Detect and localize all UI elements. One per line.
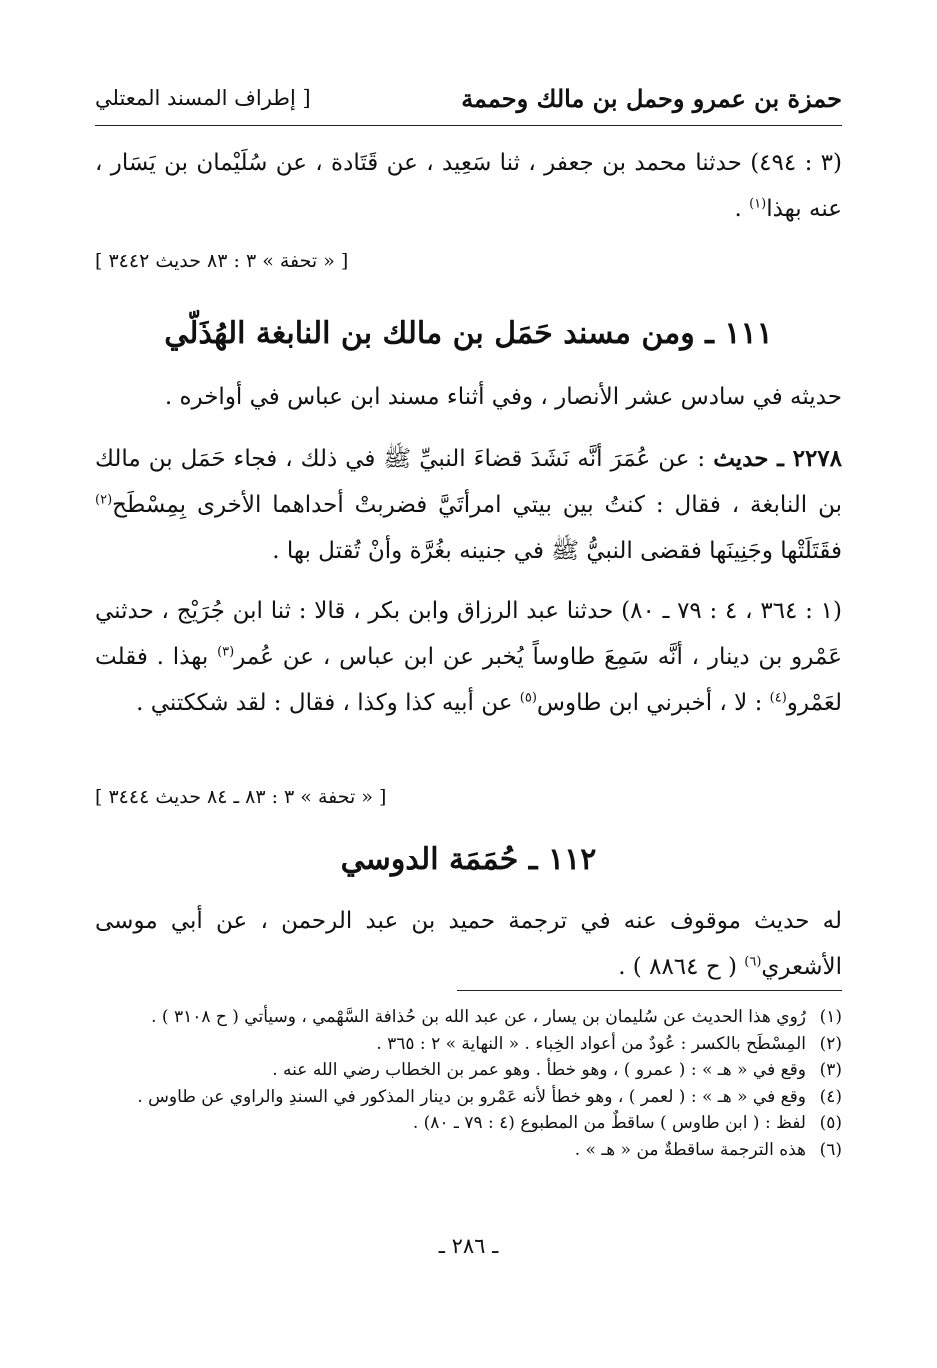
footnote-item: (٣)وقع في « هـ » : ( عمرو ) ، وهو خطأ . وهو عمر بن الخطاب رضي الله عنه .: [272, 1060, 842, 1080]
footnote-ref: (٦): [744, 954, 762, 970]
footnote-item: (٥)لفظ : ( ابن طاوس ) ساقطٌ من المطبوع (٤ : ٧٩ ـ ٨٠) .: [412, 1113, 842, 1133]
section-intro: حديثه في سادس عشر الأنصار ، وفي أثناء مسند ابن عباس في أواخره .: [164, 384, 842, 410]
tuhfa-reference: [ « تحفة » ٣ : ٨٣ ـ ٨٤ حديث ٣٤٤٤ ]: [95, 786, 387, 808]
footnotes: [95, 1004, 842, 1163]
tuhfa-reference: [ « تحفة » ٣ : ٨٣ حديث ٣٤٤٢ ]: [95, 250, 349, 272]
hadith-paragraph: ٢٢٧٨ ـ حديث : عن عُمَرَ أنَّه نَشَدَ قضاءَ النبيِّ ﷺ في ذلك ، فجاء حَمَل بن مالك بن النابغة ، فقال : كنتُ بين بيتي امرأتَيَّ فضربتْ أحداهما الأخرى بِمِسْطَح$^{(٢)}$ فقَتَلَتْها وجَنِينَها فقضى النبيُّ ﷺ في جنينه بغُرَّة وأنْ تُقتل بها .: [95, 445, 843, 564]
footnote-item: (٦)هذه الترجمة ساقطةٌ من « هـ » .: [574, 1139, 842, 1160]
section-heading-112: ١١٢ ـ حُمَمَة الدوسي: [340, 842, 597, 877]
footnote-ref: (١): [749, 196, 767, 212]
header-rule: [95, 125, 842, 126]
running-header: [95, 84, 842, 124]
footnote-ref: (٥): [519, 690, 537, 706]
isnad-paragraph: (١ : ٣٦٤ ، ٤ : ٧٩ ـ ٨٠) حدثنا عبد الرزاق وابن بكر ، قالا : ثنا ابن جُرَيْج ، حدثني عَمْرو بن دينار ، أنَّه سَمِعَ طاوساً يُخبر عن ابن عباس ، عن عُمر$^{(٣)}$ بهذا . فقلت لعَمْرو$^{(٤)}$ : لا ، أخبرني ابن طاوس$^{(٥)}$ عن أبيه كذا وكذا ، فقال : لقد شككتني .: [95, 598, 843, 716]
footnote-ref: (٢): [95, 492, 113, 508]
footnote-ref: (٤): [769, 690, 787, 706]
header-book-title: [ إطراف المسند المعتلي: [95, 86, 311, 110]
hadith-number: ٢٢٧٨ ـ حديث: [713, 445, 843, 472]
section-112-text: له حديث موقوف عنه في ترجمة حميد بن عبد الرحمن ، عن أبي موسى الأشعري$^{(٦)}$ ( ح ٨٨٦٤ ) .: [95, 908, 842, 980]
footnote-item: (١)رُوي هذا الحديث عن سُليمان بن يسار ، عن عبد الله بن حُذافة السَّهْمي ، وسيأتي ( ح ٣١٠٨ ) .: [151, 1007, 842, 1027]
footnote-rule: [457, 990, 842, 991]
page-number: ـ ٢٨٦ ـ: [438, 1234, 499, 1258]
section-heading-111: ١١١ ـ ومن مسند حَمَل بن مالك بن النابغة الهُذَلّي: [164, 316, 773, 351]
footnote-item: (٢)المِسْطَح بالكسر : عُودٌ من أعواد الخِباء . « النهاية » ٢ : ٣٦٥ .: [376, 1033, 842, 1054]
isnad-paragraph-top: (٣ : ٤٩٤) حدثنا محمد بن جعفر ، ثنا سَعِيد ، عن قَتَادة ، عن سُلَيْمان بن يَسَار ، عنه بهذا$^{(١)}$ .: [95, 150, 842, 222]
footnote-item: (٤)وقع في « هـ » : ( لعمر ) ، وهو خطأ لأنه عَمْرو بن دينار المذكور في السندِ والراوي عن طاوس .: [137, 1086, 842, 1107]
header-chapter-title: حمزة بن عمرو وحمل بن مالك وحممة: [461, 84, 842, 113]
footnote-ref: (٣): [217, 644, 235, 660]
